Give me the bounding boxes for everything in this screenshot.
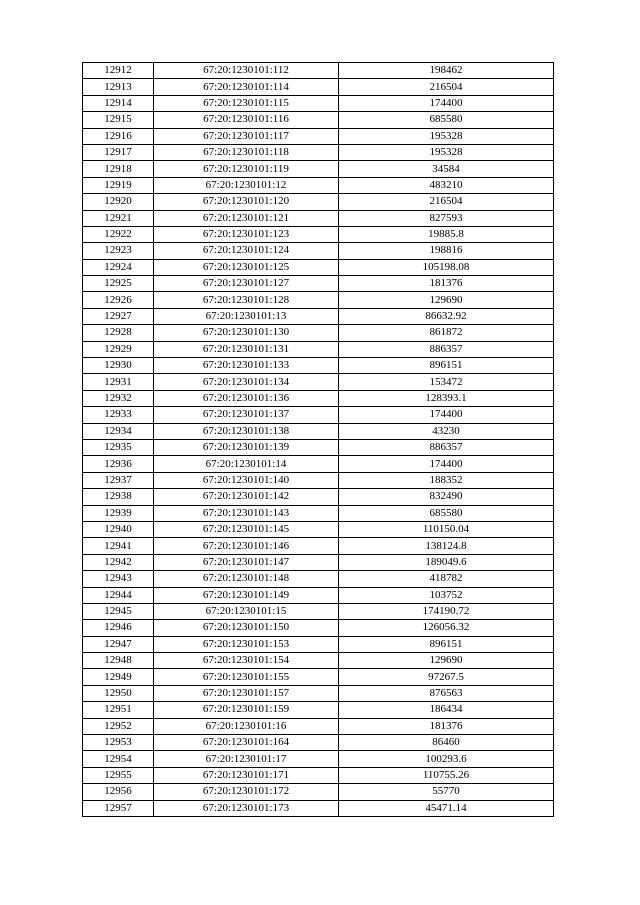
table-row	[83, 194, 554, 210]
table-row	[83, 636, 554, 652]
table-body	[83, 63, 554, 817]
value-cell: 198816	[339, 243, 554, 259]
table-row	[83, 702, 554, 718]
cadastral-number-cell: 67:20:1230101:123	[154, 226, 339, 242]
value-cell: 110755.26	[339, 767, 554, 783]
value-cell: 195328	[339, 128, 554, 144]
table-row	[83, 308, 554, 324]
value-cell: 86460	[339, 735, 554, 751]
table-row	[83, 521, 554, 537]
cadastral-number-cell: 67:20:1230101:112	[154, 63, 339, 79]
value-cell: 174400	[339, 407, 554, 423]
value-cell: 129690	[339, 653, 554, 669]
row-number-cell: 12923	[83, 243, 154, 259]
table-row	[83, 767, 554, 783]
value-cell: 105198.08	[339, 259, 554, 275]
row-number-cell: 12913	[83, 79, 154, 95]
row-number-cell: 12929	[83, 341, 154, 357]
row-number-cell: 12925	[83, 276, 154, 292]
value-cell: 896151	[339, 358, 554, 374]
value-cell: 483210	[339, 177, 554, 193]
cadastral-number-cell: 67:20:1230101:153	[154, 636, 339, 652]
row-number-cell: 12932	[83, 390, 154, 406]
row-number-cell: 12916	[83, 128, 154, 144]
row-number-cell: 12936	[83, 456, 154, 472]
value-cell: 896151	[339, 636, 554, 652]
row-number-cell: 12955	[83, 767, 154, 783]
cadastral-number-cell: 67:20:1230101:114	[154, 79, 339, 95]
table-row	[83, 505, 554, 521]
row-number-cell: 12950	[83, 685, 154, 701]
value-cell: 86632.92	[339, 308, 554, 324]
table-row	[83, 472, 554, 488]
cadastral-number-cell: 67:20:1230101:138	[154, 423, 339, 439]
value-cell: 685580	[339, 112, 554, 128]
row-number-cell: 12953	[83, 735, 154, 751]
row-number-cell: 12943	[83, 571, 154, 587]
row-number-cell: 12927	[83, 308, 154, 324]
cadastral-number-cell: 67:20:1230101:146	[154, 538, 339, 554]
cadastral-number-cell: 67:20:1230101:171	[154, 767, 339, 783]
table-row	[83, 374, 554, 390]
cadastral-number-cell: 67:20:1230101:139	[154, 439, 339, 455]
table-row	[83, 800, 554, 816]
value-cell: 153472	[339, 374, 554, 390]
value-cell: 19885.8	[339, 226, 554, 242]
table-row	[83, 571, 554, 587]
row-number-cell: 12949	[83, 669, 154, 685]
value-cell: 181376	[339, 276, 554, 292]
row-number-cell: 12917	[83, 144, 154, 160]
table-row	[83, 554, 554, 570]
table-row	[83, 735, 554, 751]
value-cell: 827593	[339, 210, 554, 226]
value-cell: 45471.14	[339, 800, 554, 816]
value-cell: 100293.6	[339, 751, 554, 767]
table-row	[83, 423, 554, 439]
value-cell: 126056.32	[339, 620, 554, 636]
value-cell: 103752	[339, 587, 554, 603]
row-number-cell: 12933	[83, 407, 154, 423]
table-row	[83, 341, 554, 357]
cadastral-number-cell: 67:20:1230101:118	[154, 144, 339, 160]
cadastral-number-cell: 67:20:1230101:131	[154, 341, 339, 357]
table-row	[83, 390, 554, 406]
row-number-cell: 12951	[83, 702, 154, 718]
cadastral-number-cell: 67:20:1230101:147	[154, 554, 339, 570]
table-row	[83, 669, 554, 685]
table-row	[83, 79, 554, 95]
cadastral-number-cell: 67:20:1230101:134	[154, 374, 339, 390]
value-cell: 886357	[339, 341, 554, 357]
cadastral-number-cell: 67:20:1230101:159	[154, 702, 339, 718]
table-row	[83, 226, 554, 242]
value-cell: 876563	[339, 685, 554, 701]
cadastral-number-cell: 67:20:1230101:150	[154, 620, 339, 636]
table-row	[83, 439, 554, 455]
table-row	[83, 653, 554, 669]
cadastral-number-cell: 67:20:1230101:157	[154, 685, 339, 701]
row-number-cell: 12956	[83, 784, 154, 800]
table-row	[83, 243, 554, 259]
row-number-cell: 12937	[83, 472, 154, 488]
cadastral-number-cell: 67:20:1230101:145	[154, 521, 339, 537]
table-row	[83, 538, 554, 554]
cadastral-number-cell: 67:20:1230101:164	[154, 735, 339, 751]
row-number-cell: 12935	[83, 439, 154, 455]
value-cell: 181376	[339, 718, 554, 734]
row-number-cell: 12926	[83, 292, 154, 308]
value-cell: 198462	[339, 63, 554, 79]
row-number-cell: 12924	[83, 259, 154, 275]
value-cell: 685580	[339, 505, 554, 521]
table-row	[83, 144, 554, 160]
cadastral-number-cell: 67:20:1230101:12	[154, 177, 339, 193]
value-cell: 97267.5	[339, 669, 554, 685]
table-row	[83, 63, 554, 79]
cadastral-number-cell: 67:20:1230101:128	[154, 292, 339, 308]
row-number-cell: 12948	[83, 653, 154, 669]
value-cell: 43230	[339, 423, 554, 439]
row-number-cell: 12945	[83, 603, 154, 619]
table-row	[83, 210, 554, 226]
cadastral-number-cell: 67:20:1230101:142	[154, 489, 339, 505]
table-row	[83, 603, 554, 619]
value-cell: 55770	[339, 784, 554, 800]
row-number-cell: 12944	[83, 587, 154, 603]
value-cell: 128393.1	[339, 390, 554, 406]
row-number-cell: 12922	[83, 226, 154, 242]
value-cell: 34584	[339, 161, 554, 177]
table-row	[83, 620, 554, 636]
value-cell: 886357	[339, 439, 554, 455]
cadastral-number-cell: 67:20:1230101:127	[154, 276, 339, 292]
value-cell: 216504	[339, 194, 554, 210]
value-cell: 174400	[339, 456, 554, 472]
table-row	[83, 358, 554, 374]
table-row	[83, 784, 554, 800]
value-cell: 110150.04	[339, 521, 554, 537]
row-number-cell: 12954	[83, 751, 154, 767]
cadastral-number-cell: 67:20:1230101:115	[154, 95, 339, 111]
table-row	[83, 407, 554, 423]
table-row	[83, 161, 554, 177]
value-cell: 188352	[339, 472, 554, 488]
cadastral-number-cell: 67:20:1230101:143	[154, 505, 339, 521]
table-row	[83, 489, 554, 505]
cadastral-number-cell: 67:20:1230101:13	[154, 308, 339, 324]
value-cell: 418782	[339, 571, 554, 587]
cadastral-number-cell: 67:20:1230101:136	[154, 390, 339, 406]
cadastral-number-cell: 67:20:1230101:149	[154, 587, 339, 603]
cadastral-number-cell: 67:20:1230101:14	[154, 456, 339, 472]
cadastral-number-cell: 67:20:1230101:137	[154, 407, 339, 423]
cadastral-number-cell: 67:20:1230101:116	[154, 112, 339, 128]
cadastral-number-cell: 67:20:1230101:125	[154, 259, 339, 275]
table-row	[83, 325, 554, 341]
data-table	[82, 62, 554, 817]
table-row	[83, 259, 554, 275]
table-row	[83, 456, 554, 472]
row-number-cell: 12940	[83, 521, 154, 537]
cadastral-number-cell: 67:20:1230101:172	[154, 784, 339, 800]
value-cell: 195328	[339, 144, 554, 160]
row-number-cell: 12946	[83, 620, 154, 636]
table-row	[83, 718, 554, 734]
row-number-cell: 12957	[83, 800, 154, 816]
row-number-cell: 12918	[83, 161, 154, 177]
row-number-cell: 12938	[83, 489, 154, 505]
cadastral-number-cell: 67:20:1230101:124	[154, 243, 339, 259]
table-row	[83, 751, 554, 767]
cadastral-number-cell: 67:20:1230101:15	[154, 603, 339, 619]
row-number-cell: 12942	[83, 554, 154, 570]
row-number-cell: 12931	[83, 374, 154, 390]
row-number-cell: 12919	[83, 177, 154, 193]
row-number-cell: 12930	[83, 358, 154, 374]
table-row	[83, 292, 554, 308]
table-row	[83, 128, 554, 144]
cadastral-number-cell: 67:20:1230101:148	[154, 571, 339, 587]
value-cell: 174400	[339, 95, 554, 111]
table-row	[83, 587, 554, 603]
value-cell: 189049.6	[339, 554, 554, 570]
row-number-cell: 12941	[83, 538, 154, 554]
cadastral-number-cell: 67:20:1230101:154	[154, 653, 339, 669]
cadastral-number-cell: 67:20:1230101:120	[154, 194, 339, 210]
row-number-cell: 12952	[83, 718, 154, 734]
row-number-cell: 12914	[83, 95, 154, 111]
cadastral-number-cell: 67:20:1230101:117	[154, 128, 339, 144]
value-cell: 138124.8	[339, 538, 554, 554]
value-cell: 186434	[339, 702, 554, 718]
cadastral-number-cell: 67:20:1230101:173	[154, 800, 339, 816]
row-number-cell: 12920	[83, 194, 154, 210]
table-row	[83, 112, 554, 128]
row-number-cell: 12934	[83, 423, 154, 439]
cadastral-number-cell: 67:20:1230101:119	[154, 161, 339, 177]
cadastral-number-cell: 67:20:1230101:130	[154, 325, 339, 341]
value-cell: 129690	[339, 292, 554, 308]
row-number-cell: 12928	[83, 325, 154, 341]
cadastral-number-cell: 67:20:1230101:17	[154, 751, 339, 767]
value-cell: 832490	[339, 489, 554, 505]
table-row	[83, 276, 554, 292]
value-cell: 216504	[339, 79, 554, 95]
cadastral-number-cell: 67:20:1230101:133	[154, 358, 339, 374]
table-row	[83, 177, 554, 193]
value-cell: 861872	[339, 325, 554, 341]
row-number-cell: 12939	[83, 505, 154, 521]
row-number-cell: 12912	[83, 63, 154, 79]
cadastral-number-cell: 67:20:1230101:140	[154, 472, 339, 488]
row-number-cell: 12947	[83, 636, 154, 652]
cadastral-number-cell: 67:20:1230101:16	[154, 718, 339, 734]
table-row	[83, 685, 554, 701]
cadastral-number-cell: 67:20:1230101:121	[154, 210, 339, 226]
value-cell: 174190.72	[339, 603, 554, 619]
row-number-cell: 12915	[83, 112, 154, 128]
row-number-cell: 12921	[83, 210, 154, 226]
cadastral-number-cell: 67:20:1230101:155	[154, 669, 339, 685]
table-row	[83, 95, 554, 111]
